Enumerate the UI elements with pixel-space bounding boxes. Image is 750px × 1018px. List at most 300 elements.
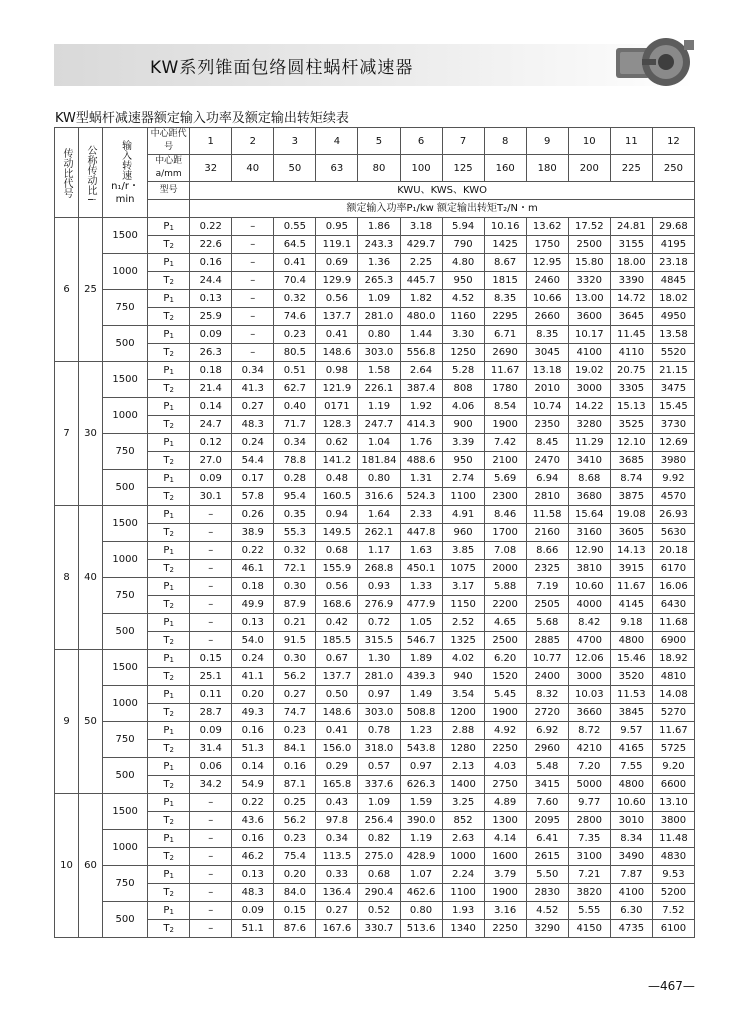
torque-row-label — [148, 704, 190, 722]
torque-value: 1280 — [442, 740, 484, 758]
power-value: – — [190, 830, 232, 848]
power-value: – — [232, 326, 274, 344]
power-value: 4.92 — [484, 722, 526, 740]
input-speed-label: 输入转速 — [119, 139, 131, 180]
power-value: 20.75 — [610, 362, 652, 380]
input-speed: 500 — [103, 326, 148, 362]
power-value: 0.56 — [316, 290, 358, 308]
power-value: 7.42 — [484, 434, 526, 452]
torque-value: 3660 — [568, 704, 610, 722]
torque-value: – — [190, 596, 232, 614]
power-value: 6.20 — [484, 650, 526, 668]
torque-value: 4810 — [652, 668, 694, 686]
center-distance-value: 63 — [316, 155, 358, 182]
torque-value: 3280 — [568, 416, 610, 434]
row-label-subscript: 2 — [169, 277, 174, 286]
torque-value: 2720 — [526, 704, 568, 722]
torque-value: 185.5 — [316, 632, 358, 650]
input-speed: 1000 — [103, 542, 148, 578]
row-label-letter: T — [163, 814, 170, 826]
torque-value: 38.9 — [232, 524, 274, 542]
row-label-letter: P — [163, 544, 170, 556]
power-value: 1.82 — [400, 290, 442, 308]
torque-value: 6600 — [652, 776, 694, 794]
torque-value: 148.6 — [316, 704, 358, 722]
torque-value: 445.7 — [400, 272, 442, 290]
torque-value: 3810 — [568, 560, 610, 578]
torque-value: 119.1 — [316, 236, 358, 254]
power-value: 4.02 — [442, 650, 484, 668]
row-label-subscript: 2 — [169, 565, 174, 574]
row-label-letter: P — [163, 580, 170, 592]
row-label-letter: P — [163, 724, 170, 736]
table-row — [55, 434, 695, 452]
torque-value: 2885 — [526, 632, 568, 650]
torque-value: 4800 — [610, 632, 652, 650]
power-value: 3.18 — [400, 218, 442, 236]
row-label-subscript: 2 — [169, 529, 174, 538]
torque-value: 84.1 — [274, 740, 316, 758]
torque-value: 31.4 — [190, 740, 232, 758]
torque-value: 4700 — [568, 632, 610, 650]
power-value: 0.29 — [316, 758, 358, 776]
power-value: 0.06 — [190, 758, 232, 776]
power-value: 10.74 — [526, 398, 568, 416]
power-value: 0.16 — [274, 758, 316, 776]
table-row — [55, 236, 695, 254]
table-row — [55, 326, 695, 344]
center-distance-value: 250 — [652, 155, 694, 182]
torque-value: 48.3 — [232, 416, 274, 434]
power-value: 0.82 — [358, 830, 400, 848]
power-value: 0.69 — [316, 254, 358, 272]
power-value: 0.67 — [316, 650, 358, 668]
power-value: 7.87 — [610, 866, 652, 884]
torque-value: 64.5 — [274, 236, 316, 254]
power-row-label — [148, 578, 190, 596]
gearbox-icon — [612, 30, 698, 92]
torque-value: 165.8 — [316, 776, 358, 794]
power-value: 11.45 — [610, 326, 652, 344]
power-value: 8.54 — [484, 398, 526, 416]
power-value: 1.86 — [358, 218, 400, 236]
power-value: 0.27 — [316, 902, 358, 920]
torque-value: 268.8 — [358, 560, 400, 578]
torque-value: 95.4 — [274, 488, 316, 506]
torque-value: 281.0 — [358, 308, 400, 326]
power-value: 0.28 — [274, 470, 316, 488]
row-label-subscript: 1 — [169, 835, 174, 844]
torque-value: 1750 — [526, 236, 568, 254]
torque-value: 3645 — [610, 308, 652, 326]
row-label-subscript: 1 — [169, 259, 174, 268]
power-value: 0171 — [316, 398, 358, 416]
power-value: 8.45 — [526, 434, 568, 452]
torque-value: – — [190, 632, 232, 650]
torque-value: 6100 — [652, 920, 694, 938]
torque-value: 950 — [442, 272, 484, 290]
torque-value: 87.9 — [274, 596, 316, 614]
center-distance-code: 3 — [274, 128, 316, 155]
row-label-subscript: 1 — [169, 331, 174, 340]
torque-row-label — [148, 920, 190, 938]
power-value: 23.18 — [652, 254, 694, 272]
power-value: 0.97 — [358, 686, 400, 704]
torque-value: 3820 — [568, 884, 610, 902]
torque-value: 2300 — [484, 488, 526, 506]
row-label-letter: T — [163, 922, 170, 934]
row-label-subscript: 1 — [169, 223, 174, 232]
power-value: 1.92 — [400, 398, 442, 416]
table-row — [55, 794, 695, 812]
torque-value: 1520 — [484, 668, 526, 686]
row-label-subscript: 1 — [169, 907, 174, 916]
power-row-label — [148, 506, 190, 524]
power-value: 19.08 — [610, 506, 652, 524]
power-value: 1.19 — [358, 398, 400, 416]
header-banner — [54, 44, 694, 86]
power-value: 0.09 — [190, 326, 232, 344]
power-value: 9.92 — [652, 470, 694, 488]
power-value: 0.16 — [190, 254, 232, 272]
power-value: 0.72 — [358, 614, 400, 632]
model-value: KWU、KWS、KWO — [190, 182, 695, 200]
torque-value: 243.3 — [358, 236, 400, 254]
power-value: 4.52 — [526, 902, 568, 920]
torque-value: – — [190, 524, 232, 542]
input-speed: 750 — [103, 434, 148, 470]
row-label-subscript: 1 — [169, 655, 174, 664]
power-value: 2.24 — [442, 866, 484, 884]
torque-value: 3520 — [610, 668, 652, 686]
power-value: 15.80 — [568, 254, 610, 272]
table-row — [55, 884, 695, 902]
torque-value: 5000 — [568, 776, 610, 794]
power-value: 0.55 — [274, 218, 316, 236]
power-value: 0.98 — [316, 362, 358, 380]
power-value: 1.09 — [358, 794, 400, 812]
power-value: 14.72 — [610, 290, 652, 308]
torque-value: 27.0 — [190, 452, 232, 470]
power-row-label — [148, 686, 190, 704]
torque-value: 2100 — [484, 452, 526, 470]
power-value: 14.22 — [568, 398, 610, 416]
power-value: 12.69 — [652, 434, 694, 452]
torque-value: 315.5 — [358, 632, 400, 650]
table-row — [55, 524, 695, 542]
power-value: 8.35 — [526, 326, 568, 344]
row-label-subscript: 1 — [169, 583, 174, 592]
power-value: 0.34 — [316, 830, 358, 848]
row-label-subscript: 1 — [169, 403, 174, 412]
torque-value: – — [190, 560, 232, 578]
row-label-subscript: 2 — [169, 313, 174, 322]
power-value: 8.35 — [484, 290, 526, 308]
power-value: 2.13 — [442, 758, 484, 776]
power-value: 5.94 — [442, 218, 484, 236]
power-row-label — [148, 434, 190, 452]
torque-value: 51.3 — [232, 740, 274, 758]
power-value: 0.09 — [190, 470, 232, 488]
torque-value: 4210 — [568, 740, 610, 758]
torque-value: 49.3 — [232, 704, 274, 722]
power-value: 0.41 — [316, 326, 358, 344]
power-value: – — [190, 542, 232, 560]
power-value: 9.77 — [568, 794, 610, 812]
power-value: 1.05 — [400, 614, 442, 632]
table-row — [55, 758, 695, 776]
torque-value: 26.3 — [190, 344, 232, 362]
torque-value: 275.0 — [358, 848, 400, 866]
torque-value: 1900 — [484, 704, 526, 722]
torque-value: – — [232, 344, 274, 362]
row-label-letter: P — [163, 616, 170, 628]
power-value: 2.88 — [442, 722, 484, 740]
input-speed: 500 — [103, 758, 148, 794]
row-label-letter: T — [163, 706, 170, 718]
torque-value: 256.4 — [358, 812, 400, 830]
row-label-letter: P — [163, 256, 170, 268]
torque-value: 1200 — [442, 704, 484, 722]
torque-value: 3875 — [610, 488, 652, 506]
torque-value: 4110 — [610, 344, 652, 362]
torque-value: 3160 — [568, 524, 610, 542]
table-row — [55, 470, 695, 488]
torque-row-label — [148, 848, 190, 866]
torque-value: 330.7 — [358, 920, 400, 938]
torque-value: 54.0 — [232, 632, 274, 650]
rating-table — [54, 127, 695, 938]
power-value: 0.24 — [232, 434, 274, 452]
ratio-code: 10 — [55, 794, 79, 938]
table-row — [55, 380, 695, 398]
torque-value: 3680 — [568, 488, 610, 506]
torque-value: 247.7 — [358, 416, 400, 434]
page-title: KW系列锥面包络圆柱蜗杆减速器 — [150, 58, 414, 78]
center-distance-value: 180 — [526, 155, 568, 182]
torque-value: 24.4 — [190, 272, 232, 290]
torque-value: 556.8 — [400, 344, 442, 362]
torque-value: 46.2 — [232, 848, 274, 866]
torque-value: 3320 — [568, 272, 610, 290]
table-title: KW型蜗杆减速器额定输入功率及额定输出转矩续表 — [55, 111, 349, 126]
power-value: 0.20 — [274, 866, 316, 884]
torque-value: 2000 — [484, 560, 526, 578]
model-label: 型号 — [148, 182, 190, 200]
power-value: 0.12 — [190, 434, 232, 452]
power-value: 1.17 — [358, 542, 400, 560]
row-label-subscript: 2 — [169, 853, 174, 862]
power-row-label — [148, 614, 190, 632]
power-value: 0.94 — [316, 506, 358, 524]
power-value: 10.77 — [526, 650, 568, 668]
torque-value: 3605 — [610, 524, 652, 542]
power-value: 0.14 — [232, 758, 274, 776]
torque-value: 488.6 — [400, 452, 442, 470]
power-value: – — [190, 866, 232, 884]
power-value: 0.35 — [274, 506, 316, 524]
torque-value: 25.9 — [190, 308, 232, 326]
torque-value: 4950 — [652, 308, 694, 326]
torque-value: 3390 — [610, 272, 652, 290]
row-label-letter: P — [163, 832, 170, 844]
torque-value: 3010 — [610, 812, 652, 830]
torque-value: 2750 — [484, 776, 526, 794]
torque-value: 55.3 — [274, 524, 316, 542]
row-label-letter: P — [163, 436, 170, 448]
torque-value: 70.4 — [274, 272, 316, 290]
torque-value: 1250 — [442, 344, 484, 362]
row-label-letter: P — [163, 868, 170, 880]
torque-value: 156.0 — [316, 740, 358, 758]
power-value: 3.39 — [442, 434, 484, 452]
input-speed: 1500 — [103, 650, 148, 686]
torque-value: 5630 — [652, 524, 694, 542]
torque-row-label — [148, 488, 190, 506]
torque-value: 2830 — [526, 884, 568, 902]
power-value: 7.52 — [652, 902, 694, 920]
torque-value: 3155 — [610, 236, 652, 254]
torque-value: 1815 — [484, 272, 526, 290]
power-value: 29.68 — [652, 218, 694, 236]
power-row-label — [148, 398, 190, 416]
power-value: 4.65 — [484, 614, 526, 632]
row-label-subscript: 1 — [169, 475, 174, 484]
power-value: 17.52 — [568, 218, 610, 236]
torque-value: 281.0 — [358, 668, 400, 686]
torque-value: 1340 — [442, 920, 484, 938]
torque-value: 790 — [442, 236, 484, 254]
torque-row-label — [148, 668, 190, 686]
table-row — [55, 830, 695, 848]
power-value: 1.93 — [442, 902, 484, 920]
torque-value: 524.3 — [400, 488, 442, 506]
torque-value: 462.6 — [400, 884, 442, 902]
input-speed: 750 — [103, 290, 148, 326]
power-value: 0.48 — [316, 470, 358, 488]
torque-value: 290.4 — [358, 884, 400, 902]
input-speed: 750 — [103, 866, 148, 902]
torque-value: 4145 — [610, 596, 652, 614]
power-value: 5.55 — [568, 902, 610, 920]
power-value: 0.24 — [232, 650, 274, 668]
torque-value: 155.9 — [316, 560, 358, 578]
torque-value: 87.1 — [274, 776, 316, 794]
center-distance-code: 8 — [484, 128, 526, 155]
torque-value: 129.9 — [316, 272, 358, 290]
power-value: 0.17 — [232, 470, 274, 488]
power-value: 3.30 — [442, 326, 484, 344]
torque-value: 3600 — [568, 308, 610, 326]
power-value: 1.30 — [358, 650, 400, 668]
nominal-ratio: 25 — [79, 218, 103, 362]
torque-value: 3305 — [610, 380, 652, 398]
power-value: 0.32 — [274, 542, 316, 560]
torque-value: 160.5 — [316, 488, 358, 506]
center-distance-code: 9 — [526, 128, 568, 155]
torque-row-label — [148, 416, 190, 434]
torque-value: 121.9 — [316, 380, 358, 398]
torque-value: 74.7 — [274, 704, 316, 722]
row-label-subscript: 2 — [169, 493, 174, 502]
power-value: 0.09 — [190, 722, 232, 740]
power-value: 0.14 — [190, 398, 232, 416]
power-value: – — [232, 290, 274, 308]
power-value: 0.27 — [232, 398, 274, 416]
torque-value: 56.2 — [274, 812, 316, 830]
power-value: 20.18 — [652, 542, 694, 560]
torque-value: 276.9 — [358, 596, 400, 614]
power-value: 19.02 — [568, 362, 610, 380]
input-speed: 750 — [103, 578, 148, 614]
power-value: 0.41 — [316, 722, 358, 740]
torque-value: 4165 — [610, 740, 652, 758]
torque-value: 3525 — [610, 416, 652, 434]
torque-row-label — [148, 344, 190, 362]
row-label-subscript: 2 — [169, 241, 174, 250]
input-speed: 1500 — [103, 794, 148, 830]
center-distance-code: 12 — [652, 128, 694, 155]
torque-value: 80.5 — [274, 344, 316, 362]
rating-desc-blank — [148, 200, 190, 218]
table-row — [55, 632, 695, 650]
torque-value: 1300 — [484, 812, 526, 830]
row-label-letter: P — [163, 508, 170, 520]
torque-row-label — [148, 452, 190, 470]
torque-value: 3915 — [610, 560, 652, 578]
torque-value: 141.2 — [316, 452, 358, 470]
torque-value: 167.6 — [316, 920, 358, 938]
table-row — [55, 902, 695, 920]
torque-value: 3845 — [610, 704, 652, 722]
power-value: 1.44 — [400, 326, 442, 344]
torque-row-label — [148, 236, 190, 254]
torque-value: 3980 — [652, 452, 694, 470]
torque-value: 30.1 — [190, 488, 232, 506]
torque-value: 2325 — [526, 560, 568, 578]
input-speed: 1000 — [103, 254, 148, 290]
power-value: 9.53 — [652, 866, 694, 884]
torque-value: 4195 — [652, 236, 694, 254]
table-row — [55, 542, 695, 560]
torque-value: 91.5 — [274, 632, 316, 650]
input-speed: 750 — [103, 722, 148, 758]
power-value: 6.30 — [610, 902, 652, 920]
torque-value: 4100 — [610, 884, 652, 902]
table-row — [55, 308, 695, 326]
torque-value: 3490 — [610, 848, 652, 866]
torque-value: 1160 — [442, 308, 484, 326]
torque-value: 113.5 — [316, 848, 358, 866]
power-value: 18.00 — [610, 254, 652, 272]
power-value: 0.13 — [232, 866, 274, 884]
ratio-code-header: 传动比代号 — [55, 128, 79, 218]
power-value: 0.93 — [358, 578, 400, 596]
power-value: 4.80 — [442, 254, 484, 272]
row-label-letter: T — [163, 634, 170, 646]
power-row-label — [148, 830, 190, 848]
input-speed: 1500 — [103, 506, 148, 542]
power-value: 0.22 — [232, 794, 274, 812]
power-value: 0.30 — [274, 650, 316, 668]
torque-value: 22.6 — [190, 236, 232, 254]
power-value: 0.62 — [316, 434, 358, 452]
row-label-subscript: 2 — [169, 421, 174, 430]
row-label-letter: T — [163, 310, 170, 322]
table-row — [55, 668, 695, 686]
center-distance-value: 100 — [400, 155, 442, 182]
torque-row-label — [148, 380, 190, 398]
